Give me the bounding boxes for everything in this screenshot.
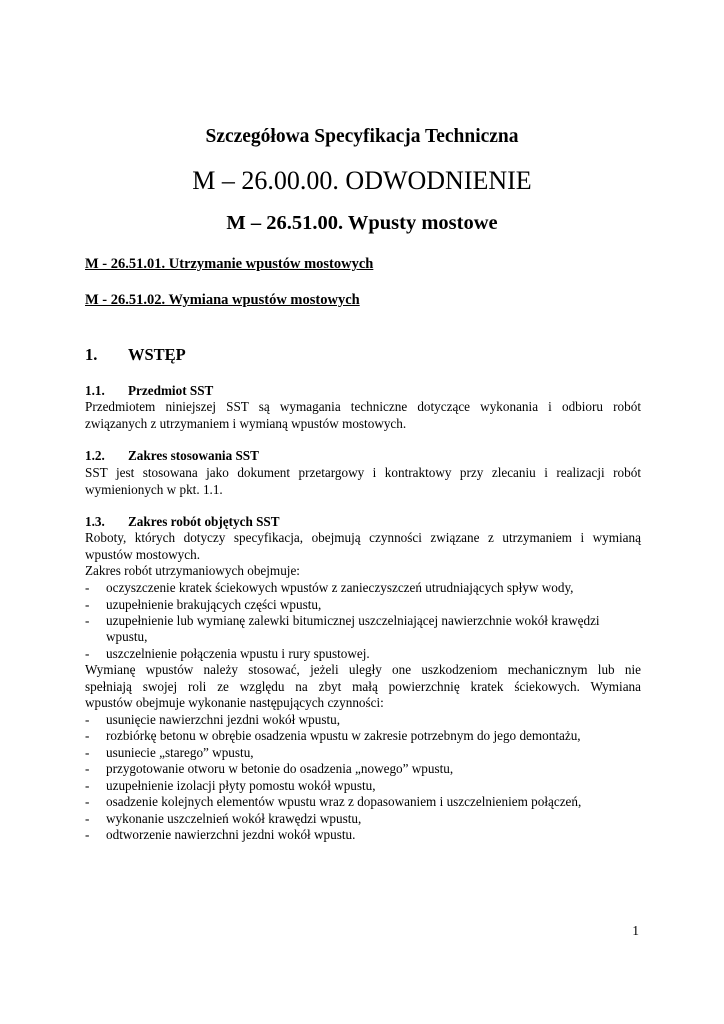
section-heading-wstep — [85, 345, 186, 365]
document-subtitle: M – 26.51.00. Wpusty mostowe — [226, 212, 498, 234]
link-wymiana[interactable]: M - 26.51.02. Wymiana wpustów mostowych — [85, 292, 360, 308]
link-utrzymanie[interactable]: M - 26.51.01. Utrzymanie wpustów mostowych — [85, 256, 374, 272]
list-item — [85, 712, 641, 729]
paragraph-line: SST jest stosowana jako dokument przetargowy i kontraktowy przy zlecaniu i realizacji robót — [85, 465, 641, 480]
list-item — [85, 728, 641, 745]
paragraph-line: Wymianę wpustów należy stosować, jeżeli uległy one uszkodzeniom mechanicznym lub nie — [85, 662, 641, 677]
subsection-heading-1-2 — [85, 448, 259, 464]
paragraph-line: spełniają swojej roli ze względu na zbyt małą powierzchnię kratek ściekowych. Wymiana — [85, 679, 641, 694]
list-item — [85, 811, 641, 828]
list-dash: - — [85, 712, 90, 727]
list-item-text: rozbiórkę betonu w obrębie osadzenia wpustu w zakresie potrzebnym do jego demontażu, — [106, 728, 581, 743]
list-dash: - — [85, 597, 90, 612]
paragraph-line: wpustów obejmuje wykonanie następujących czynności: — [85, 695, 384, 710]
list-item-text: oczyszczenie kratek ściekowych wpustów z zanieczyszczeń utrudniających spływ wody, — [106, 580, 574, 595]
list-item-text: uzupełnienie lub wymianę zalewki bitumicznej uszczelniającej nawierzchnie wokół krawędzi — [106, 613, 600, 628]
subsection-heading-1-3 — [85, 514, 280, 530]
list-dash: - — [85, 811, 90, 826]
list-item-text: osadzenie kolejnych elementów wpustu wraz z dopasowaniem i uszczelnieniem połączeń, — [106, 794, 582, 809]
list-item — [85, 597, 641, 614]
list-item-text: uszczelnienie połączenia wpustu i rury spustowej. — [106, 646, 370, 661]
list-item-text: odtworzenie nawierzchni jezdni wokół wpustu. — [106, 827, 356, 842]
subsection-number: 1.2. — [85, 448, 105, 463]
list-item — [85, 580, 641, 597]
list-item-text: usunięcie nawierzchni jezdni wokół wpustu, — [106, 712, 341, 727]
list-dash: - — [85, 580, 90, 595]
paragraph-line: Zakres robót utrzymaniowych obejmuje: — [85, 563, 300, 578]
section-title: WSTĘP — [128, 345, 186, 364]
list-dash: - — [85, 646, 90, 661]
subsection-number: 1.3. — [85, 514, 105, 529]
list-item-text: uzupełnienie brakujących części wpustu, — [106, 597, 322, 612]
subsection-number: 1.1. — [85, 383, 105, 398]
list-item-text: wpustu, — [106, 629, 148, 644]
list-item — [85, 794, 641, 811]
paragraph-line: Przedmiotem niniejszej SST są wymagania techniczne dotyczące wykonania i odbioru robót — [85, 399, 641, 414]
list-item-text: uzupełnienie izolacji płyty pomostu wokół wpustu, — [106, 778, 376, 793]
list-dash: - — [85, 761, 90, 776]
list-dash: - — [85, 778, 90, 793]
paragraph-line: Roboty, których dotyczy specyfikacja, obejmują czynności związane z utrzymaniem i wymianą — [85, 530, 641, 545]
list-item-text: przygotowanie otworu w betonie do osadzenia „nowego” wpustu, — [106, 761, 454, 776]
list-item-text: wykonanie uszczelnień wokół krawędzi wpustu, — [106, 811, 362, 826]
list-dash: - — [85, 613, 90, 628]
list-dash: - — [85, 794, 90, 809]
subsection-title: Zakres robót objętych SST — [128, 514, 280, 529]
paragraph-line: wpustów mostowych. — [85, 547, 201, 562]
list-item-continuation — [85, 629, 641, 646]
subsection-title: Zakres stosowania SST — [128, 448, 259, 463]
subsection-heading-1-1 — [85, 383, 213, 399]
list-dash: - — [85, 728, 90, 743]
list-item — [85, 745, 641, 762]
list-dash: - — [85, 745, 90, 760]
list-item-text: usuniecie „starego” wpustu, — [106, 745, 254, 760]
document-code-heading: M – 26.00.00. ODWODNIENIE — [192, 166, 532, 195]
section-number: 1. — [85, 345, 98, 364]
list-item — [85, 613, 641, 630]
list-item — [85, 827, 641, 844]
page-number: 1 — [632, 923, 639, 938]
subsection-title: Przedmiot SST — [128, 383, 214, 398]
paragraph-line: wymienionych w pkt. 1.1. — [85, 482, 223, 497]
paragraph-line: związanych z utrzymaniem i wymianą wpustów mostowych. — [85, 416, 407, 431]
list-item — [85, 761, 641, 778]
list-item — [85, 778, 641, 795]
list-item — [85, 646, 641, 663]
list-dash: - — [85, 827, 90, 842]
document-title: Szczegółowa Specyfikacja Techniczna — [205, 126, 519, 147]
